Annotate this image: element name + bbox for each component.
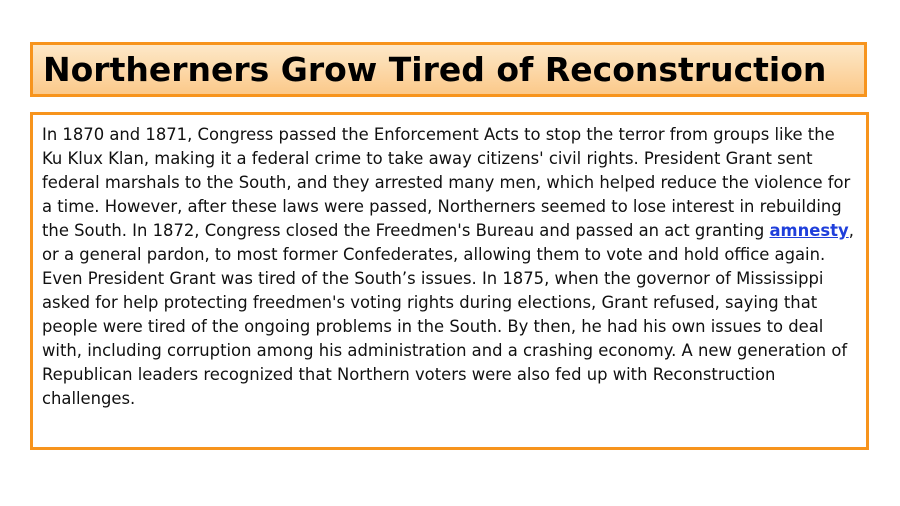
paragraph-text-after-link: , or a general pardon, to most former Confederates, allowing them to vote and hold office again. Even President Grant was tired of the South’s issues. In 1875, when the governor of Mississippi asked for help protecting freedmen's voting rights during elections, Grant refused, saying that people were tired of the ongoing problems in the South. By then, he had his own issues to deal with, including corruption among his administration and a crashing economy. A new generation of Republican leaders recognized that Northern voters were also fed up with Reconstruction challenges. xyxy=(42,221,854,408)
body-text-box xyxy=(30,112,869,450)
slide-title: Northerners Grow Tired of Reconstruction xyxy=(43,50,827,89)
paragraph-text-before-link: In 1870 and 1871, Congress passed the Enforcement Acts to stop the terror from groups like the Ku Klux Klan, making it a federal crime to take away citizens' civil rights. President Grant sent federal marshals to the South, and they arrested many men, which helped reduce the violence for a time. However, after these laws were passed, Northerners seemed to lose interest in rebuilding the South. In 1872, Congress closed the Freedmen's Bureau and passed an act granting xyxy=(42,125,851,240)
body-paragraph xyxy=(42,123,858,411)
title-box xyxy=(30,42,867,97)
amnesty-link[interactable]: amnesty xyxy=(769,221,849,240)
